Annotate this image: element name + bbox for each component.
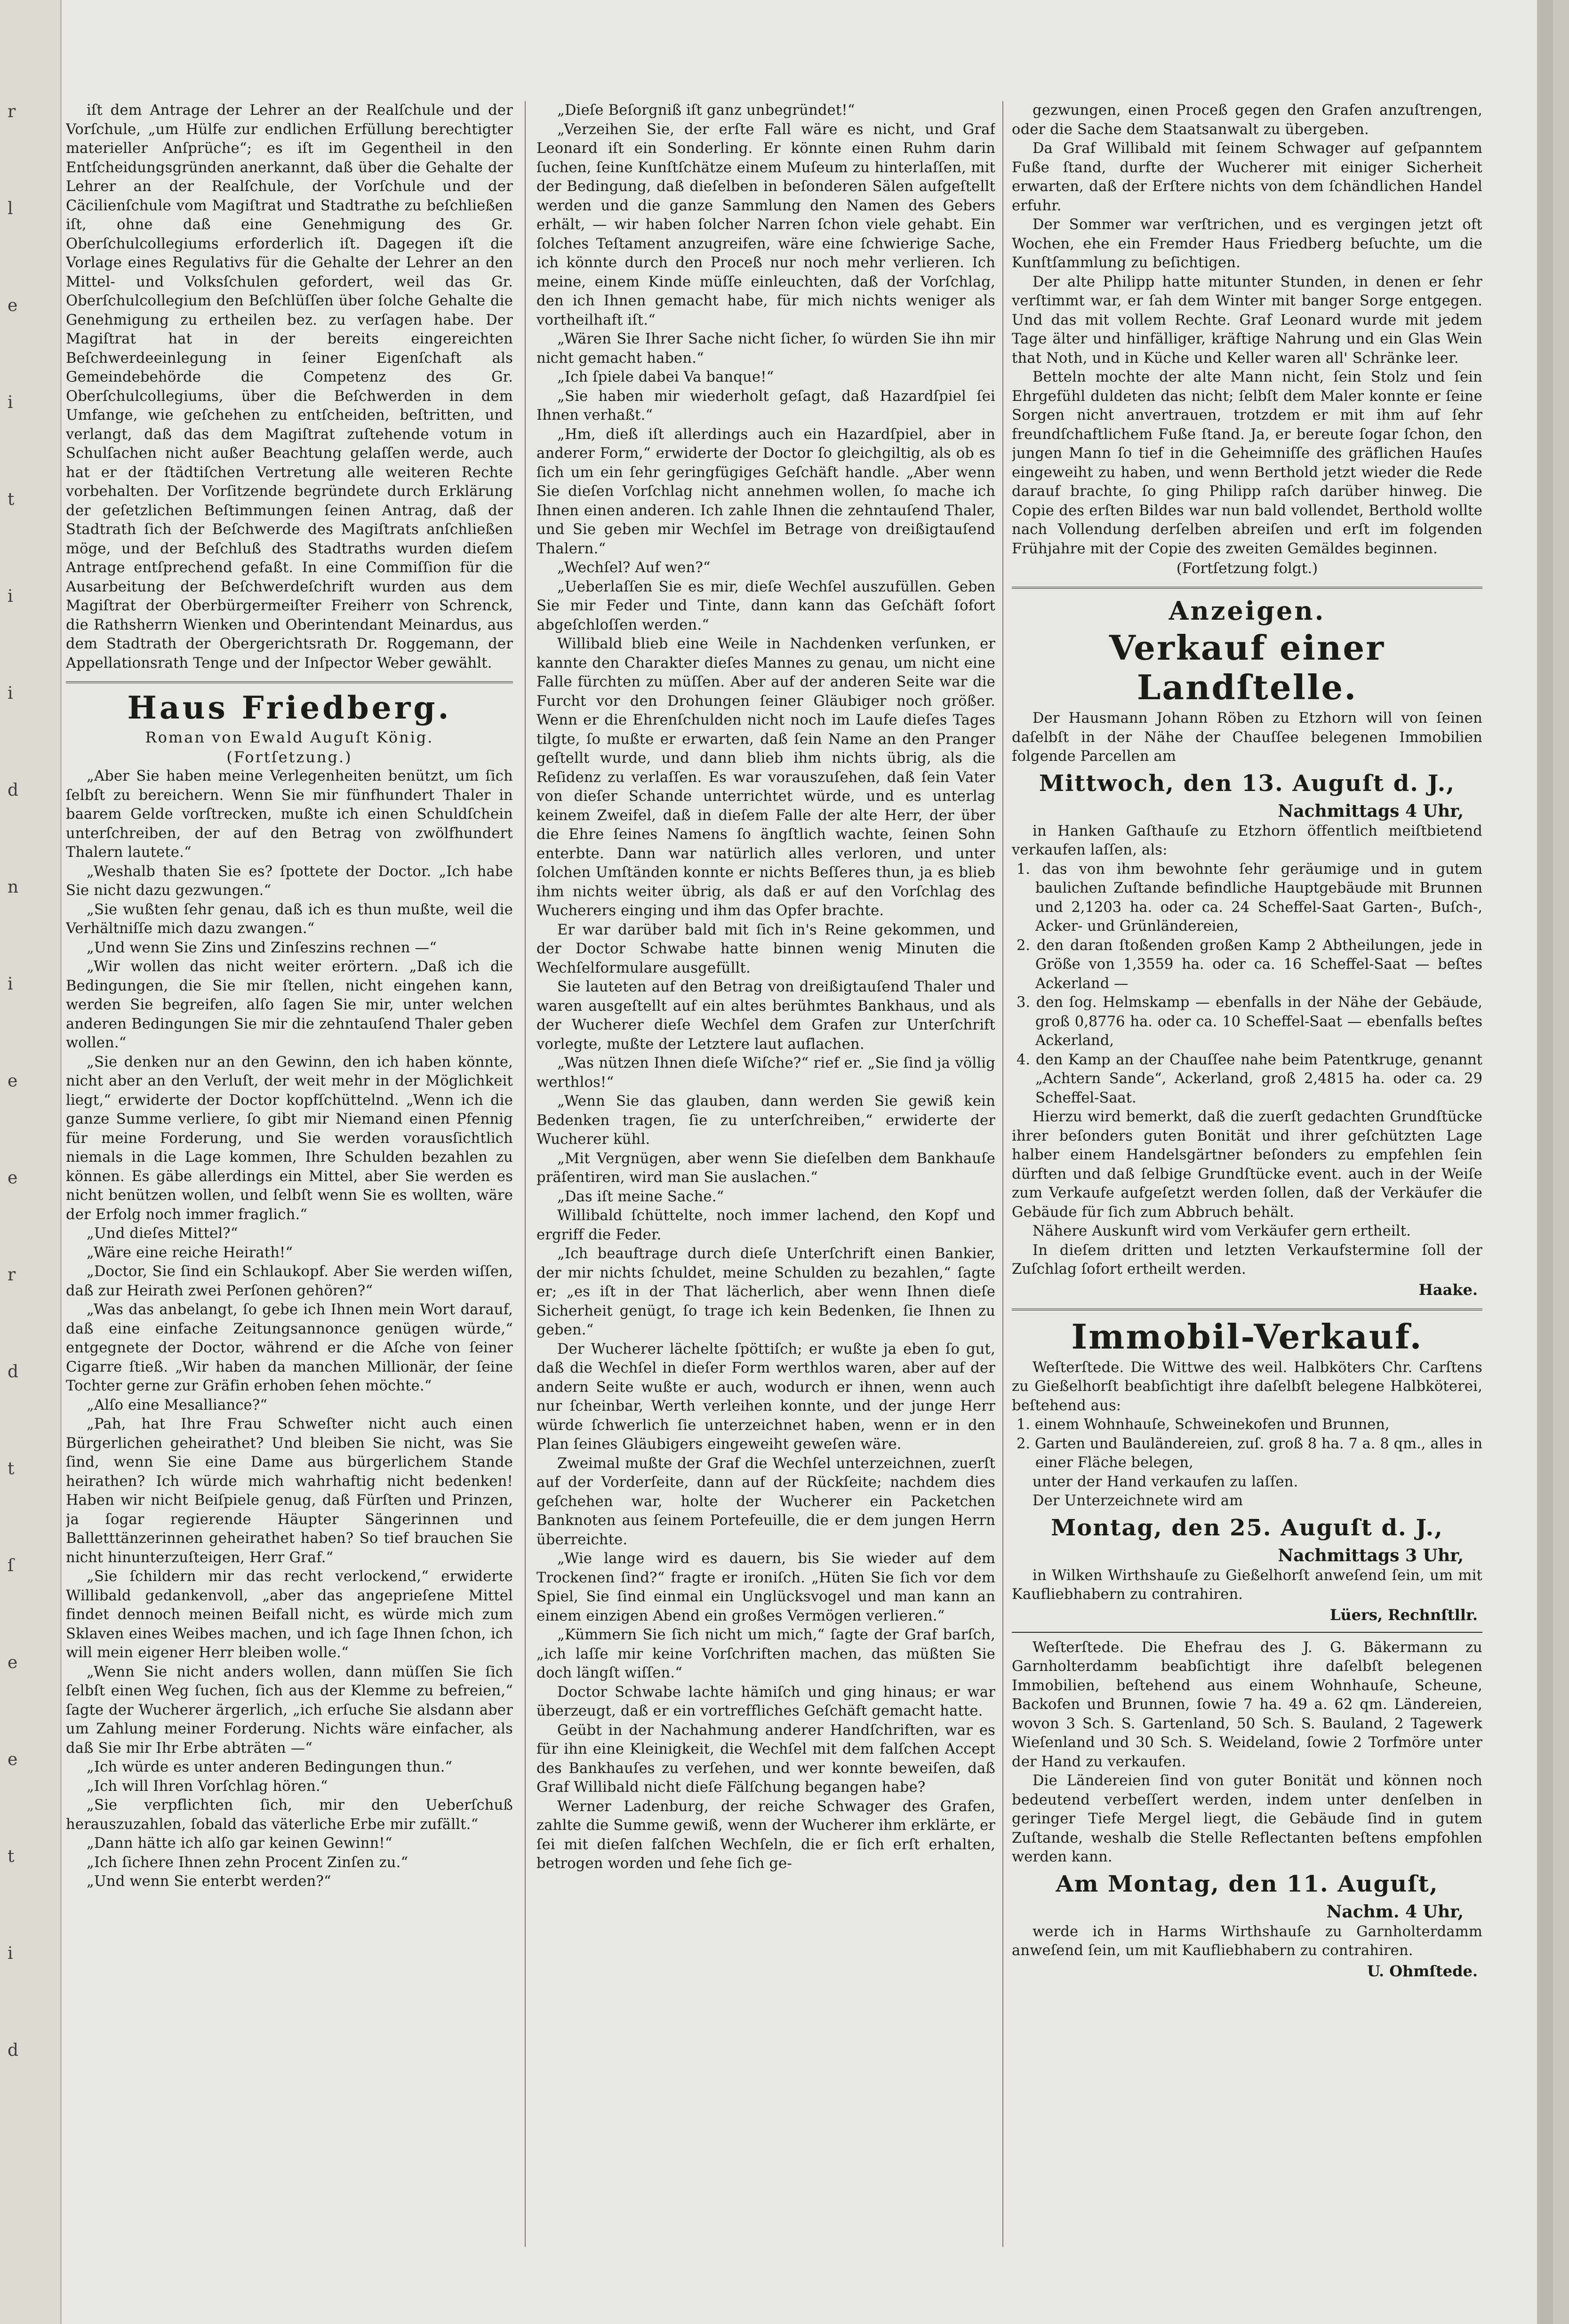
- ad-title: Immobil-Verkauf.: [1071, 1316, 1423, 1357]
- novel-continuation-note: (Fortſetzung.): [226, 748, 352, 766]
- novel-paragraph: Der alte Philipp hatte mitunter Stunden, in denen er ſehr verſtimmt war, er ſah dem Winter mit banger Sorge entgegen. Und das mit vollem Rechte. Graf Leonard wurde mit jedem Tage älter und hinfälliger, kräftige Nahrung und ein Glas Wein that Noth, und in Küche und Keller waren all' Schränke leer.: [1012, 273, 1482, 367]
- novel-paragraph: „Sie verpflichten ſich, mir den Ueberſchuß herauszuzahlen, ſobald das väterliche Erbe mir zufällt.“: [66, 1797, 513, 1833]
- margin-fragment: d: [8, 781, 19, 800]
- novel-paragraph: „Verzeihen Sie, der erſte Fall wäre es nicht, und Graf Leonard iſt ein Sonderling. Er könnte einen Ruhm darin ſuchen, ſeine Kunſtſchätze einem Muſeum zu hinterlaſſen, mit der Bedingung, daß dieſelben in beſonderen Sälen aufgeſtellt werden und die ganze Sammlung den Namen des Gebers erhält, — wir haben ſolcher Narren ſchon viele gehabt. Ein ſolches Teſtament anzugreifen, wäre eine ſchwierige Sache, ich könnte durch den Proceß nur noch mehr verlieren. Ich meine, einem Kinde müſſe einleuchten, daß der Vorſchlag, den ich Ihnen gemacht habe, für mich nichts weniger als vortheilhaft iſt.“: [536, 121, 995, 328]
- novel-paragraph: „Ich beauftrage durch dieſe Unterſchrift einen Bankier, der mir nichts ſchuldet, meine Schulden zu bezahlen,“ ſagte er; „es iſt in der That lächerlich, aber wenn Ihnen dieſe Sicherheit genügt, ſo trage ich kein Bedenken, ſie Ihnen zu geben.“: [536, 1246, 995, 1338]
- novel-paragraph: „Weshalb thaten Sie es? ſpottete der Doctor. „Ich habe Sie nicht dazu gezwungen.“: [66, 863, 513, 899]
- ad-property-item: 2. Garten und Bauländereien, zuſ. groß 8 ha. 7 a. 8 qm., alles in einer Fläche belegen,: [1017, 1435, 1482, 1471]
- novel-paragraph: „Ich ſpiele dabei Va banque!“: [557, 369, 774, 385]
- ad-final-notice: In dieſem dritten und letzten Verkaufstermine ſoll der Zuſchlag ſofort ertheilt werden.: [1012, 1242, 1482, 1278]
- novel-paragraph: „Ich ſichere Ihnen zehn Procent Zinſen zu.“: [87, 1854, 408, 1871]
- ad-text: Weſterſtede. Die Ehefrau des J. G. Bäkermann zu Garnholterdamm beabſichtigt ihre daſelbſt belegenen Immobilien, beſtehend aus einem Wohnhauſe, Scheune, Backofen und Brunnen, ſowie 7 ha. 49 a. 62 qm. Ländereien, wovon 3 Sch. S. Gartenland, 50 Sch. S. Bauland, 2 Tagewerk Wieſenland und 30 Sch. S. Weideland, ſowie 2 Torfmöre unter der Hand zu verkaufen.: [1012, 1639, 1482, 1770]
- novel-paragraph: „Sie wußten ſehr genau, daß ich es thun mußte, weil die Verhältniſſe mich dazu zwangen.“: [66, 901, 513, 937]
- novel-title: Haus Friedberg.: [127, 689, 452, 726]
- margin-fragment: d: [8, 1362, 19, 1382]
- novel-paragraph: „Dieſe Beſorgniß iſt ganz unbegründet!“: [557, 102, 855, 119]
- novel-paragraph: Der Sommer war verſtrichen, und es vergingen jetzt oft Wochen, ehe ein Fremder Haus Friedberg beſuchte, um die Kunſtſammlung zu beſichtigen.: [1012, 216, 1482, 271]
- novel-paragraph: Doctor Schwabe lachte hämiſch und ging hinaus; er war überzeugt, daß er ein vortreffliches Geſchäft gemacht hatte.: [536, 1684, 995, 1719]
- adjacent-page-fragments: [0, 99, 60, 2064]
- novel-paragraph: „Mit Vergnügen, aber wenn Sie dieſelben dem Bankhauſe präſentiren, wird man Sie auslachen.“: [536, 1150, 995, 1186]
- margin-fragment: e: [8, 1750, 18, 1769]
- margin-fragment: t: [8, 490, 15, 509]
- margin-fragment: l: [8, 199, 13, 218]
- page-edge: [1537, 0, 1553, 2324]
- novel-paragraph: „Hm, dieß iſt allerdings auch ein Hazardſpiel, aber in anderer Form,“ erwiderte der Doctor ſo gleichgiltig, als ob es ſich um ein ſehr geringfügiges Geſchäft handle. „Aber wenn Sie dieſen Vorſchlag nicht annehmen wollen, ſo mache ich Ihnen einen anderen. Ich zahle Ihnen die zehntauſend Thaler, und Sie geben mir Wechſel im Betrage von dreißigtauſend Thalern.“: [536, 426, 995, 557]
- novel-paragraph: „Wären Sie Ihrer Sache nicht ſicher, ſo würden Sie ihn mir nicht gemacht haben.“: [536, 331, 995, 367]
- novel-byline: Roman von Ewald Auguſt König.: [145, 728, 434, 746]
- column-3: [1012, 101, 1482, 2266]
- margin-fragment: i: [8, 587, 13, 606]
- novel-paragraph: Da Graf Willibald mit ſeinem Schwager auf geſpanntem Fuße ſtand, durfte der Wucherer mit einiger Sicherheit erwarten, daß der Erſtere nichts von dem ſchändlichen Handel erfuhr.: [1012, 140, 1482, 214]
- ad-intro: Der Hausmann Johann Röben zu Etzhorn will von ſeinen daſelbſt in der Nähe der Chauſſee belegenen Immobilien folgende Parcellen am: [1012, 710, 1482, 765]
- novel-paragraph: „Ich würde es unter anderen Bedingungen thun.“: [87, 1759, 453, 1775]
- ad-note: Hierzu wird bemerkt, daß die zuerſt gedachten Grundſtücke ihrer beſonders guten Bonität und ihrer geſchützten Lage halber einem Handelsgärtner beſonders zu empfehlen ſein dürften und daß ſelbige Grundſtücke event. auch in der Weiſe zum Verkaufe aufgeſetzt werden ſollen, daß der Verkäufer die Gebäude für ſich zum Abbruch behält.: [1012, 1109, 1482, 1221]
- ad-signature: Haake.: [1418, 1280, 1478, 1299]
- ad-info: Nähere Auskunft wird vom Verkäufer gern ertheilt.: [1033, 1223, 1411, 1239]
- margin-fragment: i: [8, 974, 13, 994]
- novel-paragraph: „Kümmern Sie ſich nicht um mich,“ ſagte der Graf barſch, „ich laſſe mir keine Vorſchriften machen, das müßten Sie doch längſt wiſſen.“: [536, 1627, 995, 1681]
- ad-property-item: 1. einem Wohnhauſe, Schweinekofen und Brunnen,: [1017, 1416, 1390, 1433]
- novel-paragraph: Er war darüber bald mit ſich in's Reine gekommen, und der Doctor Schwabe hatte binnen wenig Minuten die Wechſelformulare ausgefüllt.: [536, 921, 995, 976]
- ad-date: Montag, den 25. Auguſt d. J.,: [1051, 1514, 1443, 1541]
- margin-fragment: r: [8, 1265, 16, 1285]
- column-rule: [1002, 101, 1003, 2247]
- novel-paragraph: „Was das anbelangt, ſo gebe ich Ihnen mein Wort darauf, daß eine einfache Zeitungsannonce genügen würde,“ entgegnete der Doctor, während er die Aſche von ſeiner Cigarre ſtieß. „Wir haben da manchen Millionär, der ſeine Tochter gerne zur Gräfin erhoben ſehen möchte.“: [66, 1302, 513, 1394]
- ad-parcel-item: 2. den daran ſtoßenden großen Kamp 2 Abtheilungen, jede in Größe von 1,3559 ha. oder ca. 16 Scheffel-Saat — beſtes Ackerland —: [1017, 937, 1482, 992]
- novel-paragraph: gezwungen, einen Proceß gegen den Grafen anzuſtrengen, oder die Sache dem Staatsanwalt zu übergeben.: [1012, 102, 1482, 138]
- ad-date: Am Montag, den 11. Auguſt,: [1056, 1870, 1439, 1897]
- council-report-paragraph: iſt dem Antrage der Lehrer an der Realſchule und der Vorſchule, „um Hülfe zur endlichen Erfüllung berechtigter materieller Anſprüche“; es iſt im Gegentheil in den Entſcheidungsgründen anerkannt, daß über die Gehalte der Lehrer an der Realſchule, der Vorſchule und der Cäcilienſchule vom Magiſtrat und Stadtrathe zu beſchließen iſt, ohne daß eine Genehmigung des Gr. Oberſchulcollegiums erforderlich iſt. Dagegen iſt die Vorlage eines Regulativs für die Gehalte der Lehrer an den Mittel- und Volksſchulen gefordert, weil das Gr. Oberſchulcollegium den Beſchlüſſen über ſolche Gehalte die Genehmigung zu ertheilen bez. zu verſagen habe. Der Magiſtrat hat in der bereits eingereichten Beſchwerdeeinlegung in ſeiner Eigenſchaft als Gemeindebehörde die Competenz des Gr. Oberſchulcollegiums, über die Beſchwerden in dem Umfange, wie geſchehen zu entſcheiden, beſtritten, und verlangt, daß das dem Magiſtrat zuſtehende votum in Schulſachen nicht außer Beachtung gelaſſen werde, auch hat er der ſtädtiſchen Vertretung alle weiteren Rechte vorbehalten. Der Vorſitzende begründete durch Erklärung der geſetzlichen Beſtimmungen ſeinen Antrag, daß der Stadtrath ſich der Beſchwerde des Magiſtrats anſchließen möge, und der Beſchluß des Stadtraths wurden dieſem Antrage entſprechend gefaßt. In eine Commiſſion für die Ausarbeitung der Beſchwerdeſchrift wurden aus dem Magiſtrat der Oberbürgermeiſter Freiherr von Schrenck, die Rathsherrn Wienken und Oberintendant Meinardus, aus dem Stadtrath der Obergerichtsrath Dr. Roggemann, der Appellationsrath Tenge und der Inſpector Weber gewählt.: [66, 102, 513, 671]
- margin-fragment: t: [8, 1847, 15, 1866]
- ad-divider: [1012, 1309, 1482, 1310]
- ad-parcel-item: 3. den ſog. Helmskamp — ebenfalls in der Nähe der Gebäude, groß 0,8776 ha. oder ca. 10 Scheffel-Saat — ebenfalls beſtes Ackerland,: [1017, 994, 1482, 1049]
- novel-paragraph: Geübt in der Nachahmung anderer Handſchriften, war es für ihn eine Kleinigkeit, die Wechſel mit dem falſchen Accept des Bankhauſes zu verſehen, und wer konnte beweiſen, daß Graf Willibald nicht dieſe Fälſchung begangen habe?: [536, 1722, 995, 1796]
- novel-paragraph: Werner Ladenburg, der reiche Schwager des Grafen, zahlte die Summe gewiß, wenn der Wucherer ihm erklärte, er ſei mit dieſen falſchen Wechſeln, die er ſich erſt erhalten, betrogen worden und ſehe ſich ge-: [536, 1798, 995, 1872]
- novel-paragraph: Willibald ſchüttelte, noch immer lachend, den Kopf und ergriff die Feder.: [536, 1207, 995, 1243]
- ad-land-sale: [1012, 628, 1482, 1300]
- advertisements-heading: Anzeigen.: [1169, 596, 1326, 626]
- column-rule: [525, 101, 526, 2247]
- ad-intro: Weſterſtede. Die Wittwe des weil. Halbköters Chr. Carſtens zu Gießelhorſt beabſichtigt ihre daſelbſt belegene Halbköterei, beſtehend aus:: [1012, 1359, 1482, 1414]
- novel-paragraph: Zweimal mußte der Graf die Wechſel unterzeichnen, zuerſt auf der Vorderſeite, dann auf der Rückſeite; nachdem dies geſchehen war, holte der Wucherer ein Packetchen Banknoten aus ſeinem Portefeuille, die er dem jungen Herrn überreichte.: [536, 1455, 995, 1548]
- ad-note: Die Ländereien ſind von guter Bonität und können noch bedeutend verbeſſert werden, indem unter denſelben in geringer Tiefe Mergel liegt, die Gebäude ſind in gutem Zuſtande, weshalb die Stelle Reflectanten beſtens empfohlen werden kann.: [1012, 1773, 1482, 1865]
- novel-paragraph: „Alſo eine Mesalliance?“: [87, 1397, 268, 1414]
- margin-fragment: i: [8, 1944, 13, 1963]
- novel-paragraph: „Wechſel? Auf wen?“: [557, 559, 711, 576]
- novel-paragraph: „Dann hätte ich alſo gar keinen Gewinn!“: [87, 1835, 392, 1852]
- margin-fragment: t: [8, 1459, 15, 1478]
- novel-paragraph: „Und wenn Sie Zins und Zinſeszins rechnen —“: [87, 939, 437, 956]
- novel-paragraph: „Ich will Ihren Vorſchlag hören.“: [87, 1778, 328, 1795]
- ad-place: in Wilken Wirthshauſe zu Gießelhorſt anweſend ſein, um mit Kaufliebhabern zu contrahiren.: [1012, 1567, 1482, 1603]
- margin-fragment: e: [8, 1653, 18, 1672]
- novel-paragraph: Der Wucherer lächelte ſpöttiſch; er wußte ja eben ſo gut, daß die Wechſel in dieſer Form werthlos waren, aber auf der andern Seite wußte er auch, wodurch er ihnen, wenn auch nur ſcheinbar, Werth verleihen konnte, und der junge Herr würde ſchwerlich ſie unterzeichnet haben, wenn er in den Plan ſeines Gläubigers eingeweiht geweſen wäre.: [536, 1341, 995, 1453]
- margin-fragment: n: [8, 878, 19, 897]
- novel-paragraph: „Wäre eine reiche Heirath!“: [87, 1244, 293, 1261]
- section-divider: [1012, 587, 1482, 589]
- ad-place: in Hanken Gaſthauſe zu Etzhorn öffentlich meiſtbietend verkaufen laſſen, als:: [1012, 823, 1482, 858]
- novel-paragraph: „Pah, hat Ihre Frau Schweſter nicht auch einen Bürgerlichen geheirathet? Und bleiben Sie nicht, was Sie ſind, wenn Sie eine Dame aus bürgerlichem Stande heirathen? Ich würde mich wahrhaftig nicht bedenken! Haben wir nicht Beiſpiele genug, daß Fürſten und Prinzen, ja ſogar regierende Häupter Sängerinnen und Balletttänzerinnen geheirathet haben? So tief brauchen Sie nicht hinunterzuſteigen, Herr Graf.“: [66, 1416, 513, 1566]
- novel-paragraph: „Wie lange wird es dauern, bis Sie wieder auf dem Trockenen ſind?“ fragte er ironiſch. „Hüten Sie ſich vor dem Spiel, Sie ſind einmal ein Unglücksvogel und man kann an einem einzigen Abend ein großes Vermögen verlieren.“: [536, 1550, 995, 1624]
- margin-fragment: e: [8, 1071, 18, 1091]
- novel-paragraph: „Aber Sie haben meine Verlegenheiten benützt, um ſich ſelbſt zu bereichern. Wenn Sie mir fünfhundert Thaler in baarem Gelde vorſtrecken, mußte ich einen Schuldſchein unterſchreiben, der auf den Betrag von zwölfhundert Thalern lautete.“: [66, 768, 513, 861]
- novel-paragraph: „Und wenn Sie enterbt werden?“: [87, 1873, 331, 1890]
- ad-time: Nachm. 4 Uhr,: [1326, 1901, 1464, 1922]
- ad-place: werde ich in Harms Wirthshauſe zu Garnholterdamm anweſend ſein, um mit Kaufliebhabern zu contrahiren.: [1012, 1923, 1482, 1959]
- ad-sale-note: unter der Hand verkaufen zu laſſen.: [1033, 1473, 1298, 1490]
- margin-fragment: e: [8, 296, 18, 315]
- novel-paragraph: „Und dieſes Mittel?“: [87, 1225, 238, 1242]
- ad-title: Verkauf einer Landſtelle.: [1109, 628, 1385, 707]
- novel-text: [66, 767, 513, 1892]
- margin-fragment: i: [8, 393, 13, 412]
- ad-time: Nachmittags 3 Uhr,: [1278, 1545, 1464, 1565]
- section-divider: [66, 681, 513, 683]
- ad-agent-note: Der Unterzeichnete wird am: [1033, 1493, 1243, 1509]
- ad-divider: [1012, 1632, 1482, 1633]
- novel-paragraph: Betteln mochte der alte Mann nicht, ſein Stolz und ſein Ehrgefühl duldeten das nicht; ſelbſt dem Maler konnte er ſeine Sorgen nicht anvertrauen, trotzdem er mit ihm auf ſehr freundſchaftlichem Fuße ſtand. Ja, er bereute ſogar ſchon, den jungen Mann ſo tief in die Geheimniſſe des gräflichen Hauſes eingeweiht zu haben, und wenn Berthold jetzt wieder die Rede darauf brachte, ſo ging Philipp raſch darüber hinweg. Die Copie des erſten Bildes war nun bald vollendet, Berthold wollte nach Vollendung derſelben abreiſen und erſt im folgenden Frühjahre mit der Copie des zweiten Gemäldes beginnen.: [1012, 369, 1482, 557]
- novel-paragraph: „Wir wollen das nicht weiter erörtern. „Daß ich die Bedingungen, die Sie mir ſtellen, nicht eingehen kann, werden Sie begreifen, alſo ſagen Sie mir, unter welchen anderen Bedingungen Sie mir die zehntauſend Thaler geben wollen.“: [66, 958, 513, 1051]
- ad-signature: Lüers, Rechnſtllr.: [1329, 1605, 1478, 1624]
- margin-fragment: e: [8, 1168, 18, 1188]
- ad-baekermann-sale: [1012, 1638, 1482, 1981]
- ad-parcel-item: 1. das von ihm bewohnte ſehr geräumige und in gutem baulichen Zuſtande befindliche Hauptgebäude mit Brunnen und 2,1203 ha. oder ca. 24 Scheffel-Saat Garten-, Buſch-, Acker- und Grünländereien,: [1017, 861, 1482, 934]
- margin-fragment: r: [8, 102, 16, 121]
- ad-signature: U. Ohmſtede.: [1367, 1962, 1478, 1980]
- column-1: [66, 101, 513, 2266]
- margin-fragment: d: [8, 2041, 19, 2060]
- ad-parcel-item: 4. den Kamp an der Chauſſee nahe beim Patentkruge, genannt „Achtern Sande“, Ackerland, groß 2,4815 ha. oder ca. 29 Scheffel-Saat.: [1017, 1051, 1482, 1106]
- novel-paragraph: „Sie ſchildern mir das recht verlockend,“ erwiderte Willibald gedankenvoll, „aber das angeprieſene Mittel findet dennoch meinen Beifall nicht, es würde mich zum Sklaven eines Weibes machen, und ich ſage Ihnen ſchon, ich will mein eigener Herr bleiben wolle.“: [66, 1568, 513, 1661]
- novel-paragraph: Sie lauteten auf den Betrag von dreißigtauſend Thaler und waren ausgeſtellt auf ein altes berühmtes Bankhaus, und als der Wucherer dieſe Wechſel dem Grafen zur Unterſchrift vorlegte, mußte der Letztere laut auflachen.: [536, 979, 995, 1053]
- novel-paragraph: „Was nützen Ihnen dieſe Wiſche?“ rief er. „Sie ſind ja völlig werthlos!“: [536, 1055, 995, 1091]
- to-be-continued-note: (Fortſetzung folgt.): [1176, 560, 1318, 577]
- margin-fragment: ſ: [8, 1556, 14, 1575]
- binding-edge: [0, 0, 62, 2324]
- ad-time: Nachmittags 4 Uhr,: [1278, 801, 1464, 821]
- novel-paragraph: „Das iſt meine Sache.“: [557, 1188, 724, 1205]
- novel-paragraph: „Doctor, Sie ſind ein Schlaukopf. Aber Sie werden wiſſen, daß zur Heirath zwei Perſonen gehören?“: [66, 1263, 513, 1299]
- margin-fragment: i: [8, 684, 13, 703]
- novel-paragraph: „Ueberlaſſen Sie es mir, dieſe Wechſel auszufüllen. Geben Sie mir Feder und Tinte, dann kann das Geſchäft ſofort abgeſchloſſen werden.“: [536, 578, 995, 633]
- novel-paragraph: „Sie haben mir wiederholt geſagt, daß Hazardſpiel ſei Ihnen verhaßt.“: [536, 388, 995, 423]
- novel-paragraph: „Wenn Sie das glauben, dann werden Sie gewiß kein Bedenken tragen, ſie zu unterſchreiben,“ erwiderte der Wucherer kühl.: [536, 1093, 995, 1148]
- column-2: [536, 101, 995, 2266]
- novel-paragraph: „Wenn Sie nicht anders wollen, dann müſſen Sie ſich ſelbſt einen Weg ſuchen, ſich aus der Klemme zu befreien,“ ſagte der Wucherer ärgerlich, „ich erſuche Sie alsdann aber um Zahlung meiner Forderung. Nichts wäre einfacher, als daß Sie mir Ihr Erbe abträten —“: [66, 1663, 513, 1757]
- novel-paragraph: „Sie denken nur an den Gewinn, den ich haben könnte, nicht aber an den Verluſt, der weit mehr in der Möglichkeit liegt,“ erwiderte der Doctor kopfſchüttelnd. „Wenn ich die ganze Summe verliere, ſo gibt mir Niemand einen Pfennig für meine Forderung, und Sie werden vorausſichtlich niemals in die Lage kommen, Ihre Schulden bezahlen zu können. Es gäbe allerdings ein Mittel, aber Sie werden es nicht benützen wollen, und ſelbſt wenn Sie es wollten, wäre der Erfolg noch immer fraglich.“: [66, 1054, 513, 1223]
- ad-date: Mittwoch, den 13. Auguſt d. J.,: [1039, 770, 1456, 797]
- novel-paragraph: Willibald blieb eine Weile in Nachdenken verſunken, er kannte den Charakter dieſes Mannes zu genau, um nicht eine Falle fürchten zu müſſen. Aber auf der anderen Seite war die Furcht vor den Drohungen ſeiner Gläubiger noch größer. Wenn er die Ehrenſchulden nicht noch im Laufe dieſes Tages tilgte, ſo mußte er erwarten, daß ſein Name an den Pranger geſtellt wurde, und dann blieb ihm nichts übrig, als die Reſidenz zu verlaſſen. Es war vorauszuſehen, daß ſein Vater von dieſer Schande unterrichtet würde, und es unterlag keinem Zweifel, daß in dieſem Falle der alte Herr, der über die Ehre ſeines Namens ſo ängſtlich wachte, ſeinen Sohn enterbte. Dann war natürlich alles verloren, und unter ſolchen Umſtänden konnte er nichts Beſſeres thun, ja es blieb ihm nichts weiter übrig, als daß er auf den Vorſchlag des Wucherers einging und ihm das Opfer brachte.: [536, 636, 995, 919]
- ad-immobil-sale: [1012, 1317, 1482, 1625]
